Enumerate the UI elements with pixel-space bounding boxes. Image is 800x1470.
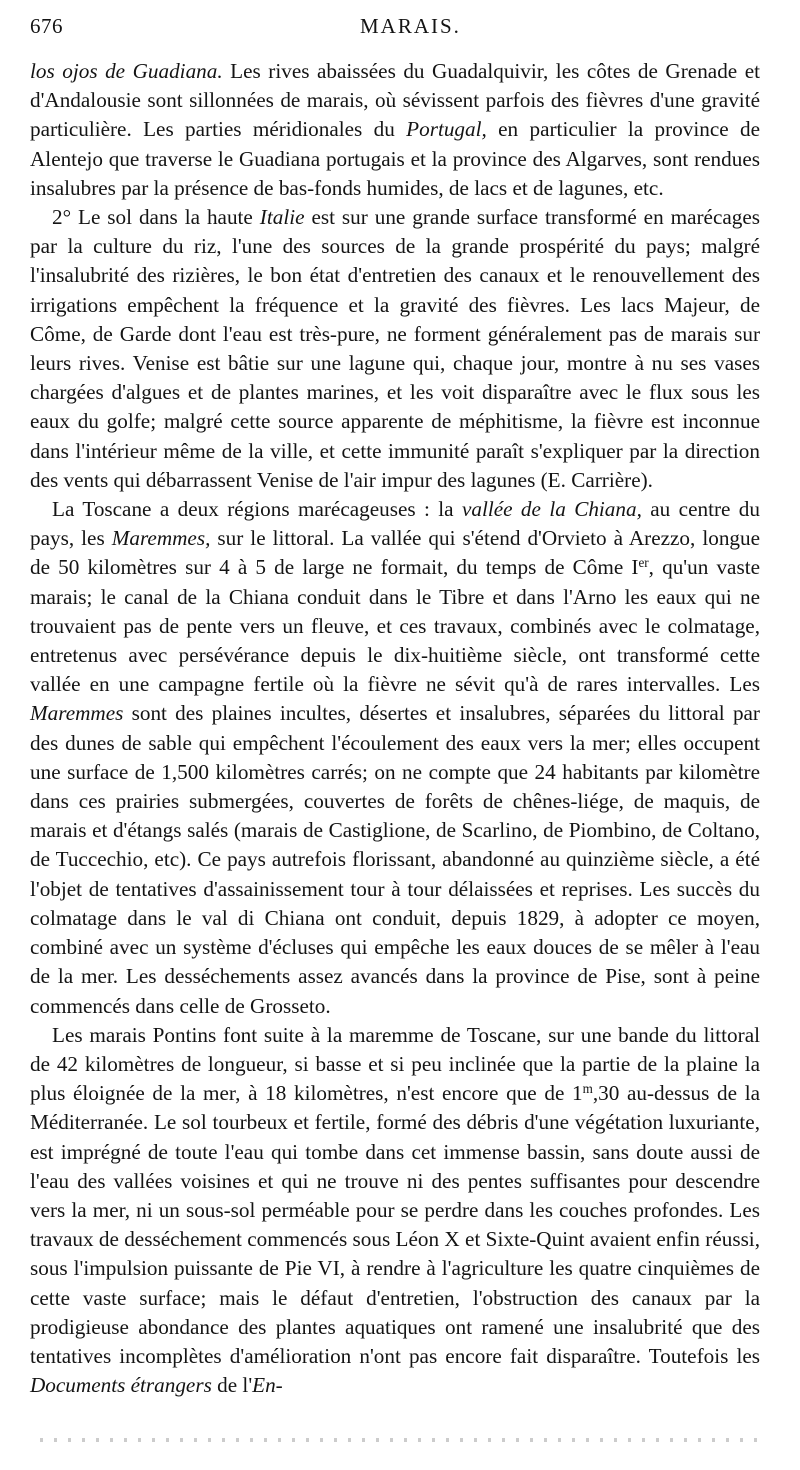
italic-text-run: vallée de la Chiana, [461,497,642,522]
running-title: MARAIS. [360,14,461,38]
text-run: La Toscane a deux régions marécageuses : la [52,497,462,522]
paragraph-toscane [30,495,760,1021]
paragraph-guadiana [30,57,760,203]
superscript-text-run: m [582,1080,593,1096]
text-run: est sur une grande surface transformé en marécages par la culture du riz, l'une des sources de la grande prospérité du pays; malgré l'insalubrité des rizières, le bon état d'entretien des canaux et le renouvellement des irrigations empêchent la fréquence et la gravité des fièvres. Les lacs Majeur, de Côme, de Garde dont l'eau est très-pure, ne forment généralement pas de marais sur leurs rives. Venise est bâtie sur une lagune qui, chaque jour, montre à nu ses vases chargées d'algues et de plantes marines, et les voit disparaître avec le flux sous les eaux du golfe; malgré cette source apparente de méphitisme, la fièvre est inconnue dans l'intérieur même de la ville, et cette immunité paraît s'expliquer par la direction des vents qui débarrassent Venise de l'air impur des lagunes (E. Carrière). [30,205,760,492]
text-run: au centre du pays, les [30,497,760,551]
text-run: de l' [211,1373,253,1398]
footer-print-smudge [40,1438,760,1442]
text-run: , qu'un vaste marais; le canal de la Chiana conduit dans le Tibre et dans l'Arno les eaux qui ne trouvaient pas de pente vers un fleuve, et ces travaux, combinés avec le colmatage, entretenus avec persévérance depuis le dix-huitième siècle, ont transformé cette vallée en une campagne fertile où la fièvre ne sévit qu'à de rares intervalles. Les [30,555,760,697]
italic-text-run: Italie [259,205,305,230]
text-run: Les marais Pontins font suite à la maremme de Toscane, sur une bande du littoral de 42 kilomètres de longueur, si basse et si peu inclinée que la partie de la plaine la plus éloignée de la mer, à 18 kilomètres, n'est encore que de 1 [30,1022,760,1106]
italic-text-run: Maremmes [30,701,124,726]
paragraph-italie [30,203,760,495]
page-header [30,14,760,50]
italic-text-run: Maremmes, [111,526,211,551]
text-run: Les rives abaissées du Guadalquivir, les côtes de Grenade et d'Andalousie sont sillonnées de marais, où sévissent parfois des fièvres d'une gravité particulière. Les parties méridionales du [30,59,761,142]
text-run: sur le littoral. La vallée qui s'étend d'Orvieto à Arezzo, longue de 50 kilomètres sur 4 à 5 de large ne formait, du temps de Côme I [30,526,761,580]
italic-text-run: los ojos de Guadiana. [30,59,223,83]
body-text [30,57,760,1400]
italic-text-run: En- [252,1373,283,1398]
paragraph-marais-pontins [30,1021,760,1401]
superscript-text-run: er [638,555,649,571]
text-run: 2° Le sol dans la haute [52,205,260,230]
italic-text-run: Portugal, [406,117,487,142]
italic-text-run: Documents étrangers [30,1373,212,1398]
text-run: en particulier la province de Alentejo que traverse le Guadiana portugais et la province des Algarves, sont rendues insalubres par la présence de bas-fonds humides, de lacs et de lagunes, etc. [30,117,760,200]
text-run: sont des plaines incultes, désertes et insalubres, séparées du littoral par des dunes de sable qui empêchent l'écoulement des eaux vers la mer; elles occupent une surface de 1,500 kilomètres carrés; on ne compte que 24 habitants par kilomètre dans ces prairies submergées, couvertes de forêts de chênes-liége, de maquis, de marais et d'étangs salés (marais de Castiglione, de Scarlino, de Piombino, de Coltano, de Tuccechio, etc). Ce pays autrefois florissant, abandonné au quinzième siècle, a été l'objet de tentatives d'assainissement tour à tour délaissées et reprises. Les succès du colmatage dans le val di Chiana ont conduit, depuis 1829, à adopter ce moyen, combiné avec un système d'écluses qui empêche les eaux douces de se mêler à l'eau de la mer. Les desséchements assez avancés dans la province de Pise, sont à peine commencés dans celle de Grosseto. [30,701,760,1018]
page-number: 676 [30,14,63,38]
text-run: ,30 au-dessus de la Méditerranée. Le sol tourbeux et fertile, formé des débris d'une végétation luxuriante, est imprégné de toute l'eau qui tombe dans cet immense bassin, sans doute aussi de l'eau des vallées voisines et qui ne trouve ni des pentes suffisantes pour descendre vers la mer, ni un sous-sol perméable pour se perdre dans les couches profondes. Les travaux de desséchement commencés sous Léon X et Sixte-Quint avaient enfin réussi, sous l'impulsion puissante de Pie VI, à rendre à l'agriculture les quatre cinquièmes de cette vaste surface; mais le défaut d'entretien, l'obstruction des canaux par la prodigieuse abondance des plantes aquatiques ont ramené une insalubrité que des tentatives incomplètes d'amélioration n'ont pas encore fait disparaître. Toutefois les [30,1081,760,1368]
